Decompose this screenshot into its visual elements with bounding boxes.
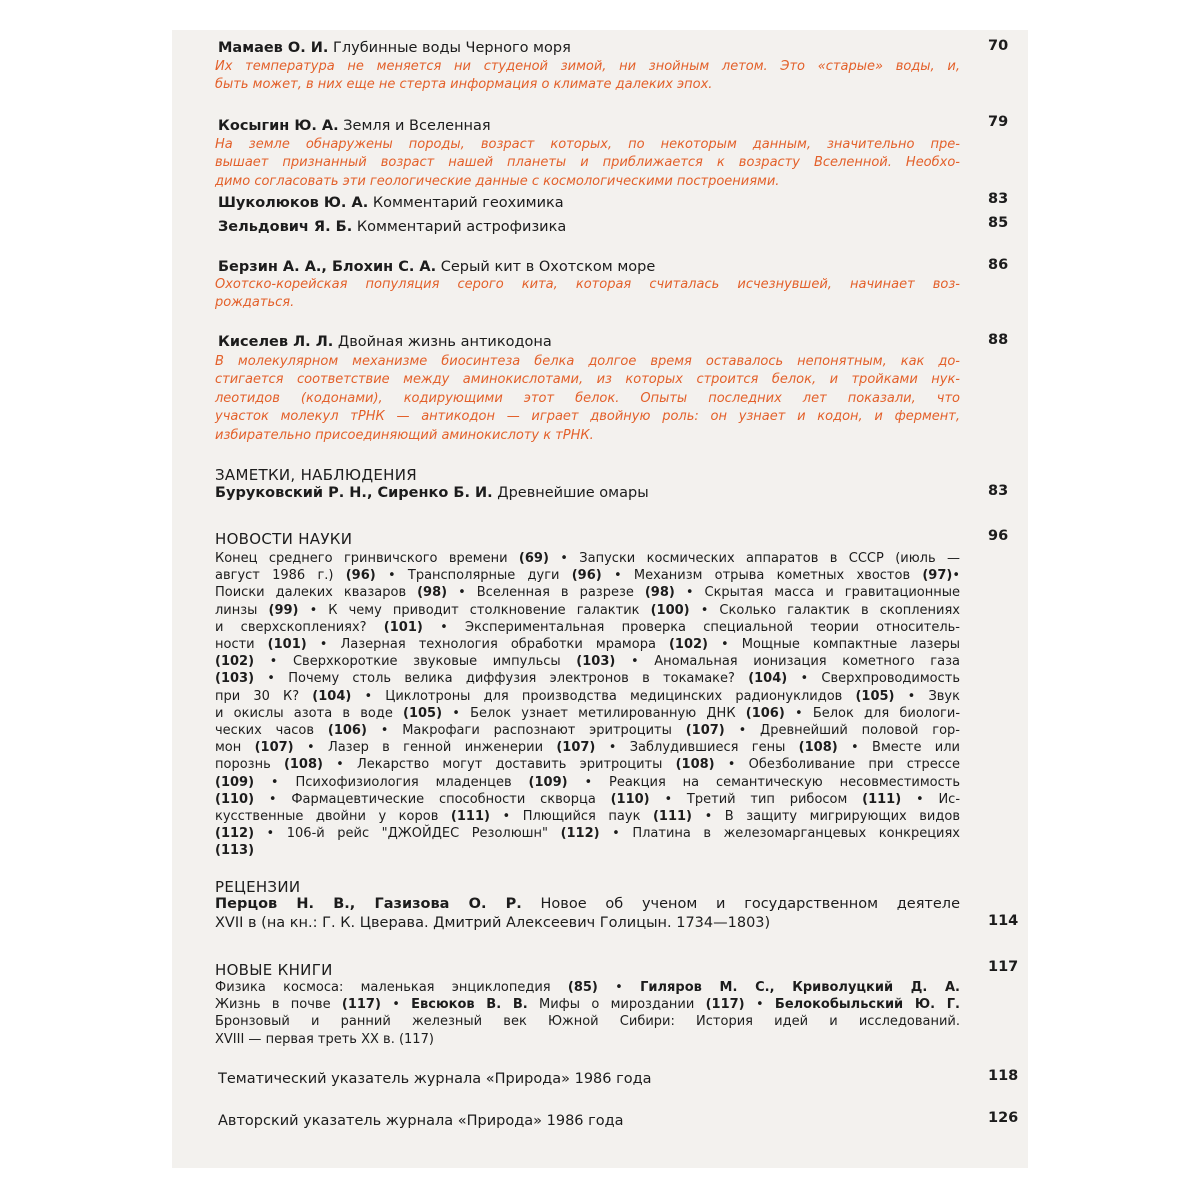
page-ref: (111): [652, 809, 693, 825]
page-ref: (85): [567, 980, 598, 995]
entry-description: [215, 353, 960, 445]
entry-title: Древнейшие омары: [497, 485, 649, 501]
entry-mamaev: [218, 39, 571, 57]
entry-author: Шуколюков Ю. А.: [218, 195, 369, 211]
page-ref: (101): [383, 619, 423, 635]
books-author: Белокобыльский Ю. Г.: [774, 997, 960, 1013]
entry-kosygin: [218, 117, 491, 135]
review-line: XVII в (на кн.: Г. К. Цверава. Дмитрий Алексеевич Голицын. 1734—1803): [215, 915, 771, 931]
desc-line: вышает признанный возраст нашей планеты и приближается к возрасту Вселенной. Необхо-: [215, 155, 960, 171]
page-ref: (108): [675, 757, 715, 773]
entry-kiselev: [218, 333, 552, 351]
entry-author: Перцов Н. В., Газизова О. Р.: [215, 896, 522, 912]
page-ref: (111): [862, 791, 902, 807]
page-ref: (103): [215, 671, 255, 687]
news-line: кусственные двойни у коров (111) • Плющийся паук (111) • В защиту мигрирующих видов: [215, 809, 960, 825]
page-ref: (104): [748, 671, 788, 687]
entry-berzin: [218, 258, 655, 276]
entry-author: Берзин А. А., Блохин С. А.: [218, 259, 437, 275]
thematic-index: Тематический указатель журнала «Природа» 1986 года: [218, 1071, 652, 1087]
news-line: (112) • 106-й рейс "ДЖОЙДЕС Резолюшн" (112) • Платина в железомарганцевых конкрециях: [215, 826, 960, 842]
books-text: Жизнь в почве (117) •: [215, 997, 412, 1013]
news-line: мон (107) • Лазер в генной инженерии (107) • Заблудившиеся гены (108) • Вместе или: [215, 740, 960, 756]
page-ref: (105): [855, 688, 895, 704]
news-line: линзы (99) • К чему приводит столкновение галактик (100) • Сколько галактик в скоплениях: [215, 602, 960, 618]
page-ref: (113): [215, 843, 255, 859]
page-number: 86: [988, 257, 1009, 273]
desc-line: избирательно присоединяющий аминокислоту к тРНК.: [215, 427, 594, 443]
page-ref: (112): [215, 826, 255, 842]
page-ref: (112): [560, 826, 600, 842]
section-heading-books: НОВЫЕ КНИГИ: [215, 961, 333, 979]
page-number: 126: [988, 1110, 1019, 1126]
books-line: [215, 979, 960, 996]
page-ref: (98): [644, 585, 675, 601]
page-ref: (101): [267, 637, 307, 653]
page-ref: (69): [518, 551, 549, 566]
news-line: Конец среднего гринвичского времени (69) • Запуски космических аппаратов в СССР (июль —: [215, 551, 960, 566]
page-ref: (107): [556, 740, 596, 756]
page-ref: (117): [705, 997, 745, 1013]
entry-author: Буруковский Р. Н., Сиренко Б. И.: [215, 485, 493, 501]
news-line: ческих часов (106) • Макрофаги распознают эритроциты (107) • Древнейший половой гор-: [215, 723, 960, 739]
books-line: XVIII — первая треть XX в. (117): [215, 1031, 434, 1047]
desc-line: стигается соответствие между аминокислотами, из которых строится белок, и тройками нук-: [215, 372, 960, 388]
news-line: август 1986 г.) (96) • Трансполярные дуги (96) • Механизм отрыва кометных хвостов (97)•: [215, 568, 961, 584]
news-line: (102) • Сверхкороткие звуковые импульсы (103) • Аномальная ионизация кометного газа: [215, 654, 960, 670]
page-ref: (96): [345, 568, 376, 584]
news-line: [215, 842, 960, 859]
entry-title: Комментарий астрофизика: [356, 219, 567, 235]
news-line: (110) • Фармацевтические способности скворца (110) • Третий тип рибосом (111) • Ис-: [215, 791, 961, 807]
page-ref: (107): [685, 723, 725, 739]
page-number: 79: [988, 114, 1009, 130]
news-line: при 30 К? (104) • Циклотроны для производства медицинских радионуклидов (105) • Звук: [215, 688, 960, 704]
desc-line: На земле обнаружены породы, возраст которых, по некоторым данным, значительно пре-: [215, 137, 960, 152]
news-line: и окислы азота в воде (105) • Белок узнает метилированную ДНК (106) • Белок для биологи-: [215, 705, 961, 721]
news-line: порознь (108) • Лекарство могут доставить эритроциты (108) • Обезболивание при стрессе: [215, 757, 960, 773]
entry-zeldovich: [218, 218, 566, 236]
news-line: (109) • Психофизиология младенцев (109) • Реакция на семантическую несовместимость: [215, 774, 960, 790]
review-line: [215, 895, 960, 914]
entry-title: Глубинные воды Черного моря: [333, 40, 571, 56]
page-number: 114: [988, 913, 1019, 929]
news-line: Поиски далеких квазаров (98) • Вселенная в разрезе (98) • Скрытая масса и гравитационные: [215, 585, 960, 601]
page-ref: (106): [745, 705, 785, 721]
page-ref: (105): [403, 705, 443, 721]
entry-title: Земля и Вселенная: [343, 118, 491, 134]
books-author: Гиляров М. С., Криволуцкий Д. А.: [640, 980, 960, 995]
section-heading-reviews: РЕЦЕНЗИИ: [215, 878, 301, 896]
page-ref: (103): [576, 654, 616, 670]
page-number: 83: [988, 483, 1009, 499]
page-ref: (110): [610, 791, 650, 807]
page-number: 70: [988, 38, 1009, 54]
entry-shukolyukov: [218, 194, 564, 212]
books-list: [215, 979, 960, 1048]
desc-line: димо согласовать эти геологические данные с космологическими построениями.: [215, 173, 780, 189]
desc-line: Их температура не меняется ни студеной зимой, ни знойным летом. Это «старые» воды, и,: [215, 59, 960, 74]
author-index: Авторский указатель журнала «Природа» 1986 года: [218, 1113, 624, 1129]
page-ref: (98): [417, 585, 448, 601]
entry-title: Новое об ученом и государственном деятеле: [540, 896, 960, 912]
page-ref: (108): [283, 757, 323, 773]
entry-author: Киселев Л. Л.: [218, 334, 334, 350]
news-line: и сверхскоплениях? (101) • Экспериментальная проверка специальной теории относитель-: [215, 619, 960, 635]
page-ref: (102): [668, 637, 708, 653]
entry-author: Косыгин Ю. А.: [218, 118, 339, 134]
entry-title: Двойная жизнь антикодона: [337, 334, 552, 350]
desc-line: Охотско-корейская популяция серого кита, которая считалась исчезнувшей, начинает воз-: [215, 277, 960, 292]
desc-line: быть может, в них еще не стерта информация о климате далеких эпох.: [215, 77, 713, 93]
review-entry: [215, 895, 960, 933]
desc-line: леотидов (кодонами), кодирующими этот белок. Опыты последних лет показали, что: [215, 390, 960, 406]
books-author: Евсюков В. В.: [411, 997, 528, 1013]
news-line: ности (101) • Лазерная технология обработки мрамора (102) • Мощные компактные лазеры: [215, 637, 960, 653]
desc-line: В молекулярном механизме биосинтеза белка долгое время оставалось непонятным, как до-: [215, 354, 960, 369]
page-ref: (99): [268, 602, 299, 618]
page-ref: (106): [327, 723, 367, 739]
page-ref: (107): [254, 740, 294, 756]
section-heading-news: НОВОСТИ НАУКИ: [215, 530, 353, 548]
page-ref: (110): [215, 791, 255, 807]
entry-description: [215, 136, 960, 191]
page-ref: (102): [215, 654, 255, 670]
page-ref: (109): [215, 774, 255, 790]
page-number: 85: [988, 215, 1009, 231]
page-ref: (100): [650, 602, 690, 618]
section-heading-notes: ЗАМЕТКИ, НАБЛЮДЕНИЯ: [215, 466, 417, 484]
books-line: Бронзовый и ранний железный век Южной Сибири: История идей и исследований.: [215, 1014, 960, 1030]
entry-author: Зельдович Я. Б.: [218, 219, 353, 235]
page-ref: (104): [312, 688, 352, 704]
entry-author: Мамаев О. И.: [218, 40, 329, 56]
entry-description: [215, 276, 960, 313]
books-text: Физика космоса: маленькая энциклопедия (85) •: [215, 980, 641, 995]
desc-line: участок молекул тРНК — антикодон — играет двойную роль: он узнает и кодон, и фермент,: [215, 409, 960, 425]
page-number: 118: [988, 1068, 1019, 1084]
page-number: 83: [988, 191, 1009, 207]
books-line: [215, 996, 960, 1013]
page-ref: (117): [341, 997, 381, 1013]
page-number: 96: [988, 528, 1009, 544]
news-list: [215, 550, 960, 860]
page-number: 117: [988, 959, 1019, 975]
desc-line: рождаться.: [215, 295, 295, 311]
entry-title: Комментарий геохимика: [372, 195, 564, 211]
entry-title: Серый кит в Охотском море: [440, 259, 656, 275]
page-ref: (97): [922, 568, 953, 584]
page-ref: (108): [798, 740, 838, 756]
books-text: Мифы о мироздании (117) •: [527, 997, 775, 1013]
page-ref: (96): [571, 568, 602, 584]
page-ref: (109): [528, 774, 568, 790]
page-ref: (111): [450, 809, 490, 825]
notes-entry: [215, 484, 649, 502]
news-line: (103) • Почему столь велика диффузия электронов в токамаке? (104) • Сверхпроводимость: [215, 671, 961, 687]
page-number: 88: [988, 332, 1009, 348]
entry-description: [215, 58, 960, 95]
